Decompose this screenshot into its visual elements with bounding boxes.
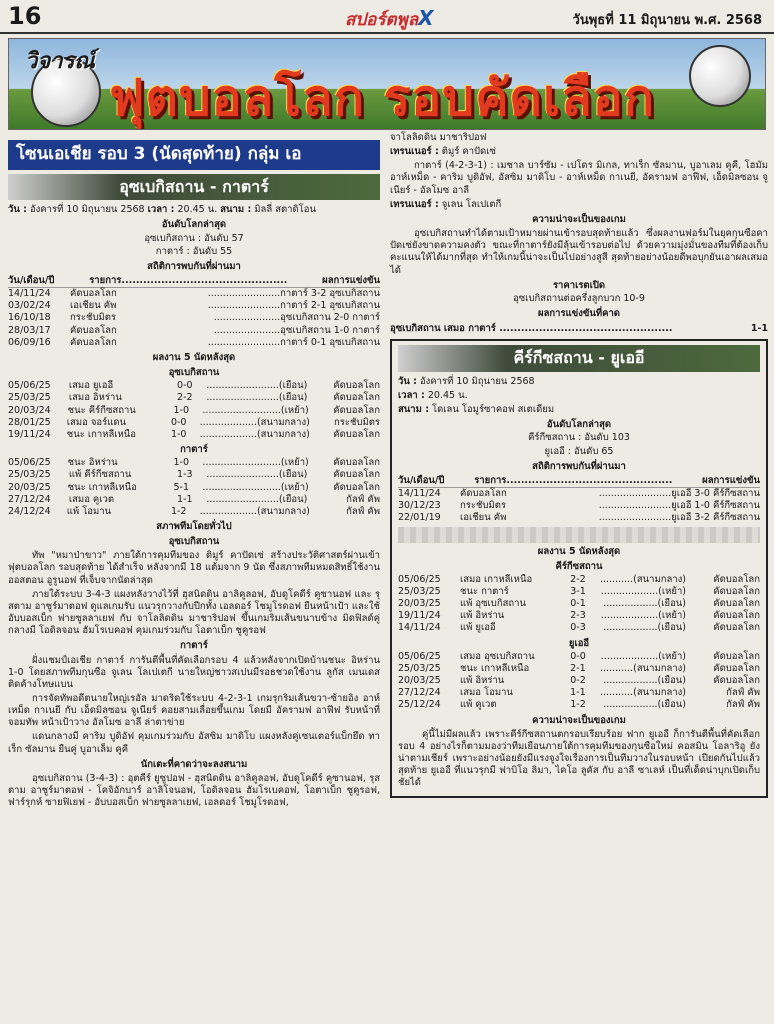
row-result: เสมอ โอมาน [459,687,513,699]
row-result: แพ้ คีร์กีซสถาน [68,469,132,481]
venue-value: มิลลี่ สตาดิโอน [251,204,316,216]
form-heading: ผลงาน 5 นัดหลังสุด [537,545,621,557]
issue-date: วันพุธที่ 11 มิถุนายน พ.ศ. 2568 [572,13,762,28]
venue-value: โดเลน โอมูร์ซาคอฟ สเตเดียม [429,404,555,416]
row-comp: คัดบอลโลก [333,457,380,469]
analysis-paragraph: ภายใต้ระบบ 3-4-3 แผงหลังวางไว้ที่ ฮุสนิดดิน อาลิคูลอฟ, อับดูโคดีร์ คูซานอฟ และ รุสตาม อาชูร์มาตอฟ ดูแลเกมรับ แนวรุกวางกับปีกทั้ง เอลดอร์ โชมูโรดอฟ ยืนหน้าเป้า และใช้ อับบอสเบ็ก ฟายซูลลาเยฟ กับ จาโลลิดดิน มาชาริปอฟ ขึ้นเกมริมเส้นขนาบข้าง มิดฟิลด์คู่กลางมี โอดิลจอน ฮัมโรเบคอฟ คุมเกมร่วมกับ โอตาเบ็ก ชูคูรอฟ [8,588,380,637]
row-result: ......................อุซเบกิสถาน 2-0 กาตาร์ [213,312,380,324]
h2h-heading: สถิติการพบกันที่ผ่านมา [532,460,626,472]
row-comp: คัดบอลโลก [713,675,760,687]
row-venue: ...........(สนามกลาง) [599,662,687,674]
ranking-line: คีร์กีซสถาน : อันดับ 103 [528,432,630,444]
lineup-paragraph: อุซเบกิสถาน (3-4-3) : อุตคีร์ ยูซูปอฟ - ฮุสนิดดิน อาลิคูลอฟ, อับดูโคดีร์ คูซานอฟ, รุสตาม อาชูร์มาตอฟ - โคจิอักบาร์ อาลิโจนอฟ, โอดิลจอน ฮัมโรเบคอฟ, โอตาเบ็ก ชูคูรอฟ, ฟาร์รุกห์ ซายฟิเยฟ - อับบอสเบ็ก ฟายซูลลาเยฟ, เอลดอร์ โชมูโรดอฟ, [8,772,380,809]
row-result: แพ้ อุซเบกิสถาน [460,598,526,610]
row-date: 14/11/24 [8,288,51,300]
row-date: 16/10/18 [8,312,51,324]
row-date: 20/03/25 [8,481,51,493]
row-venue: ..........................(เหย้า) [202,457,309,469]
ranking-heading: อันดับโลกล่าสุด [161,219,227,231]
row-date: 19/11/24 [398,610,441,622]
banner-kicker: วิจารณ์ [25,49,95,74]
row-venue: ..................(เยือน) [603,598,686,610]
row-comp: กระชับมิตร [70,312,116,324]
row-score: 1-3 [177,469,193,481]
group-title: โซนเอเชีย รอบ 3 (นัดสุดท้าย) กลุ่ม เอ [8,140,380,170]
row-result: เสมอ คูเวต [68,493,115,505]
row-result: เสมอ เกาหลีเหนือ [459,573,533,585]
row-date: 03/02/24 [8,300,51,312]
team-heading: ยูเออี [568,637,590,649]
prediction-score: 1-1 [750,323,768,335]
row-venue: ..................(เยือน) [603,622,686,634]
row-venue: ........................(เยือน) [206,392,308,404]
row-comp: คัดบอลโลก [333,392,380,404]
row-venue: ........................(เยือน) [206,469,308,481]
row-result: ........................กาตาร์ 0-1 อุซเบกิสถาน [207,336,380,348]
table-row [398,610,760,622]
table-row [398,675,760,687]
row-venue: ...................(เหย้า) [600,586,686,597]
coach-label: เทรนเนอร์ : [390,146,439,158]
table-row [8,429,380,441]
prediction-line [390,323,768,335]
row-date: 06/09/16 [8,336,51,348]
match-box [390,339,768,797]
row-date: 19/11/24 [8,428,51,440]
left-column [8,140,380,811]
ranking-line: ยูเออี : อันดับ 65 [544,445,614,457]
team-status-heading: สภาพทีมโดยทั่วไป [156,520,232,532]
match-date [398,376,760,388]
row-comp: คัดบอลโลก [333,404,380,416]
lineup-heading: นักเตะที่คาดว่าจะลงสนาม [140,758,248,770]
col-comp: รายการ.............................................. [474,474,673,486]
row-date: 20/03/25 [398,598,441,610]
row-score: 1-0 [170,428,187,440]
row-comp: คัดบอลโลก [713,662,760,674]
outlook-paragraph: อุซเบกิสถานทำได้ตามเป้าหมายผ่านเข้ารอบสุดท้ายแล้ว ซึ่งผลงานฟอร์มในยุคกุนซือคาปัดเซ่ยังขาดความคงตัว ขณะที่กาตาร์ยังมีลุ้นเข้ารอบต่อไป ด้วยความมุ่งมั่นของทีมที่ต้องเก็บคะแนนให้ได้มากที่สุด ทำให้เกมนี้น่าจะเป็นไปอย่างสูสี สุดท้ายอย่างน้อยดีพอบุกยันเอาผลเสมอได้ [390,228,768,276]
row-comp: คัดบอลโลก [713,650,760,662]
outlook-heading: ความน่าจะเป็นของเกม [532,714,626,726]
outlook-heading: ความน่าจะเป็นของเกม [532,213,626,225]
football-icon [689,45,751,107]
row-result: แพ้ คูเวต [460,699,497,711]
row-date: 05/06/25 [398,573,441,585]
row-score: 2-2 [177,392,193,404]
row-result: ชนะ เกาหลีเหนือ [459,662,530,674]
odds-value: อุซเบกิสถานต่อครึ่งลูกบวก 10-9 [513,292,645,304]
table-row [398,598,760,610]
table-row [8,380,380,392]
row-result: แพ้ ยูเออี [460,622,496,634]
row-score: 1-1 [570,687,586,699]
table-row [398,687,760,699]
row-comp: คัดบอลโลก [70,324,117,336]
row-comp: กัลฟ์ คัพ [346,505,380,517]
row-score: 3-1 [570,586,586,597]
row-score: 2-3 [570,610,586,622]
row-date: 28/03/17 [8,324,51,336]
section-banner [8,38,766,130]
row-venue: ...................(เหย้า) [600,610,686,622]
table-row [398,663,760,675]
row-date: 25/03/25 [398,586,441,597]
row-date: 25/03/25 [398,662,441,674]
col-result: ผลการแข่งขัน [322,275,380,286]
row-venue: ..................(เยือน) [603,675,686,687]
row-date: 05/06/25 [8,380,51,392]
coach-line [390,199,768,211]
row-comp: เอเชียน คัพ [70,300,117,312]
logo-x: X [418,6,434,30]
row-score: 5-1 [173,481,190,493]
match-info [8,204,380,216]
row-date: 14/11/24 [398,622,441,634]
row-result: เสมอ จอร์แดน [66,416,126,428]
team-heading: กาตาร์ [180,640,208,652]
row-comp: คัดบอลโลก [333,380,380,392]
match-venue [398,404,760,416]
row-score: 2-1 [570,662,586,674]
ranking-line: อุซเบกิสถาน : อันดับ 57 [144,232,244,244]
row-comp: คัดบอลโลก [70,336,117,348]
form-table [398,651,760,712]
row-date: 22/01/19 [398,512,441,524]
time-label: เวลา : [398,389,425,401]
row-date: 14/11/24 [398,488,441,500]
row-score: 1-2 [570,699,586,711]
row-score: 2-2 [570,573,586,585]
team-heading: อุซเบกิสถาน [168,367,220,379]
logo-text: สปอร์ตพูล [345,10,419,30]
row-date: 05/06/25 [398,650,441,662]
row-venue: ...................(สนามกลาง) [199,505,310,517]
row-result: แพ้ อิหร่าน [460,675,505,687]
col-result: ผลการแข่งขัน [702,474,760,486]
table-row [8,337,380,349]
row-result: เสมอ อุซเบกิสถาน [460,650,535,662]
table-row [398,699,760,711]
match-title: คีร์กีซสถาน - ยูเออี [398,345,760,371]
row-score: 0-0 [570,650,586,662]
table-row [8,312,380,324]
row-result: เสมอ อิหร่าน [68,392,122,404]
prediction-heading: ผลการแข่งขันที่คาด [538,308,620,320]
form-table [8,457,380,518]
row-date: 25/12/24 [398,699,441,711]
odds-heading: ราคาเรตเปิด [552,279,606,291]
row-result: แพ้ อิหร่าน [460,610,505,622]
time-value: 20.45 น. [424,389,468,401]
row-score: 0-0 [177,380,193,392]
row-venue: ........................(เยือน) [206,380,308,392]
row-score: 1-0 [173,457,190,469]
row-score: 1-2 [170,505,187,517]
date-label: วัน : [8,204,27,216]
row-venue: ...........(สนามกลาง) [599,573,687,585]
match-time [398,390,760,402]
row-date: 05/06/25 [8,457,51,469]
table-row [398,500,760,512]
team-heading: อุซเบกิสถาน [168,536,220,548]
row-score: 0-0 [170,416,187,428]
row-score: 0-2 [570,675,586,687]
row-comp: กัลฟ์ คัพ [346,493,380,505]
right-column [390,132,768,798]
row-date: 27/12/24 [8,493,51,505]
match-title: อุซเบกิสถาน - กาตาร์ [8,174,380,200]
form-table [8,380,380,441]
row-comp: เอเชียน คัพ [460,512,507,524]
row-result: ........................ยูเออี 3-2 คีร์กีซสถาน [598,512,760,524]
date-value: อังคารที่ 10 มิถุนายน 2568 [26,204,148,216]
table-row [398,488,760,500]
time-label: เวลา : [147,204,175,216]
table-row [8,325,380,337]
table-row [8,482,380,494]
table-row [8,300,380,312]
coach-line [390,146,768,158]
row-venue: ...........(สนามกลาง) [599,687,687,699]
row-venue: ..........................(เหย้า) [202,404,309,416]
row-result: ชนะ เกาหลีเหนือ [66,428,136,440]
row-comp: คัดบอลโลก [713,573,760,585]
row-result: ........................ยูเออี 1-0 คีร์กีซสถาน [598,500,760,512]
col-date: วัน/เดือน/ปี [398,474,445,486]
row-score: 1-0 [173,404,190,416]
row-result: ชนะ คีร์กีซสถาน [67,404,136,416]
row-date: 24/12/24 [8,505,51,517]
date-value: อังคารที่ 10 มิถุนายน 2568 [416,375,535,387]
row-comp: คัดบอลโลก [333,469,380,481]
row-score: 0-3 [570,622,586,634]
prediction-leader: ................................................ [495,323,673,335]
lineup-paragraph: กาตาร์ (4-2-3-1) : เมชาล บาร์ซัม - เปโดร มิเกล, ทาเร็ก ซัลมาน, บูอาเลม คูคี, โฮมัม อาห์เหม็ด - คาริม บูดิอัฟ, อัสซิม มาดิโบ - อาห์เหม็ด กาเนยี, อัครามฟ อาฟีฟ, เอ็ดมิลซอน จูเนียร์ - อัลโมซ อาลี [390,160,768,196]
prediction-text: อุซเบกิสถาน เสมอ กาตาร์ [390,323,496,335]
row-result: ........................กาตาร์ 2-1 อุซเบกิสถาน [207,300,380,312]
row-venue: ...................(สนามกลาง) [199,416,310,428]
table-row [8,392,380,404]
coach-label: เทรนเนอร์ : [390,198,439,210]
table-row [8,405,380,417]
row-result: เสมอ ยูเออี [68,380,114,392]
row-date: 25/03/25 [8,392,51,404]
row-date: 30/12/23 [398,500,441,512]
analysis-paragraph: แดนกลางมี คาริม บูดิอัฟ คุมเกมร่วมกับ อัสซิม มาดิโบ แผงหลังคู่เซนเตอร์แบ็กยึด ทาเร็ก ซัลมาน ยืนคู่ บูอาเล็ม คูคี [8,731,380,755]
coach-name: จูเลน โลเปเตกี [438,198,502,210]
form-heading: ผลงาน 5 นัดหลังสุด [152,351,236,363]
row-result: ........................ยูเออี 3-0 คีร์กีซสถาน [598,488,760,500]
page-header [0,0,774,34]
h2h-table [8,288,380,349]
h2h-heading: สถิติการพบกันที่ผ่านมา [147,260,241,272]
outlook-paragraph: คู่นี้ไม่มีผลแล้ว เพราะคีร์กีซสถานตกรอบเรียบร้อย ฟาก ยูเออี ก็การันตีพื้นที่คัดเลือก รอบ 4 อย่างไรก็ตามมองว่าทีมเยือนภายใต้การคุมทีมของกุนซือใหม่ คอสมิน โอลาริอู ยังน่าตามเชียร์ เพราะอย่างน้อยยังมีแรงจูงใจเรื่องการเป็นทีมวางในรอบหน้า เปียดกันไปแล้วสุดท้าย ยูเออี ที่แนวรุกมี ฟาบิโอ ลิมา, ไคโอ ลูคัส กับ อาลี ซาเลห์ เป็นที่เด็ดน่าบุกเปิดเก็บชัยได้ [398,728,760,789]
col-date: วัน/เดือน/ปี [8,275,55,286]
team-heading: กาตาร์ [180,444,208,456]
row-date: 27/12/24 [398,687,441,699]
lineup-continued: จาโลลิดดิน มาชาริปอฟ [390,132,487,143]
row-venue: ..................(เยือน) [603,699,686,711]
row-result: แพ้ โอมาน [66,505,112,517]
row-comp: คัดบอลโลก [70,288,117,300]
h2h-table [398,488,760,524]
row-date: 25/03/25 [8,469,51,481]
row-comp: คัดบอลโลก [713,598,760,610]
row-score: 1-1 [177,493,193,505]
table-row [398,512,760,524]
table-row [8,494,380,506]
venue-label: สนาม : [220,204,252,216]
table-row [398,651,760,663]
row-comp: คัดบอลโลก [333,481,380,493]
row-comp: คัดบอลโลก [713,586,760,597]
table-row [8,506,380,518]
row-result: ชนะ เกาหลีเหนือ [67,481,137,493]
date-label: วัน : [398,375,417,387]
row-comp: คัดบอลโลก [333,428,380,440]
venue-label: สนาม : [398,404,429,416]
row-comp: คัดบอลโลก [713,622,760,634]
ranking-line: กาตาร์ : อันดับ 55 [155,245,233,257]
row-venue: ........................(เยือน) [206,493,308,505]
table-row [8,469,380,481]
coach-name: ติมูร์ คาปัดเซ่ [438,146,496,158]
table-row [8,417,380,429]
h2h-header [398,475,760,488]
table-row [398,622,760,634]
table-row [398,574,760,586]
row-comp: กัลฟ์ คัพ [726,699,760,711]
publication-logo [345,6,434,33]
row-date: 20/03/24 [8,404,51,416]
page-number: 16 [8,2,42,30]
analysis-paragraph: ฝั่งแชมป์เอเชีย กาตาร์ การันตีพื้นที่คัดเลือกรอบ 4 แล้วหลังจากเปิดบ้านชนะ อิหร่าน 1-0 โดยสภาพทีมกุนซือ จูเลน โลเปเตกี นายใหญ่ชาวสเปนมีรอธชวดใช้งาน ลูกัส เมนเดส ติดค้างโทษแบน [8,654,380,690]
row-venue: ...................(สนามกลาง) [199,428,310,440]
row-comp: คัดบอลโลก [460,488,507,500]
row-comp: กระชับมิตร [460,500,506,512]
ranking-heading: อันดับโลกล่าสุด [546,419,612,431]
row-result: ชนะ อิหร่าน [67,457,118,469]
h2h-header [8,275,380,288]
row-result: ........................กาตาร์ 3-2 อุซเบกิสถาน [207,288,380,300]
col-comp: รายการ.............................................. [89,275,288,286]
time-value: 20.45 น. [174,204,221,216]
image-strip [398,527,760,543]
analysis-paragraph: การจัดทัพอดีตนายใหญ่เรอัล มาดริดใช้ระบบ 4-2-3-1 เกมรุกริมเส้นขวา-ซ้ายอิง อาห์เหม็ด กาเนยี กับ เอ็ดมิลซอน จูเนียร์ คอยสามเลื่อยขึ้นเกม โดยมี อัครามฟ อาฟีฟ รับหน้าที่จอมทัพ หน้าเป้าวาง อัลโมซ อาลี ล่าตาข่าย [8,693,380,729]
row-date: 20/03/25 [398,675,441,687]
table-row [8,288,380,300]
row-comp: กระชับมิตร [334,416,380,428]
table-row [398,586,760,598]
row-venue: ...................(เหย้า) [600,650,686,662]
table-row [8,457,380,469]
row-score: 0-1 [570,598,586,610]
row-comp: กัลฟ์ คัพ [726,687,760,699]
analysis-paragraph: ทัพ "หมาป่าขาว" ภายใต้การคุมทีมของ ติมูร์ คาปัดเซ่ สร้างประวัติศาสตร์ผ่านเข้าฟุตบอลโลก รอบสุดท้าย ได้สำเร็จ หลังจากมี 18 แต้มจาก 9 นัด ซึ่งสภาพทีมหมดสิทธิ์ใช้งาน ออสตอน อูรูนอฟ ที่เจ็บจากนัดล่าสุด [8,550,380,586]
row-venue: ..........................(เหย้า) [202,481,309,493]
team-heading: คีร์กีซสถาน [555,560,603,572]
row-comp: คัดบอลโลก [713,610,760,622]
form-table [398,574,760,635]
row-result: ......................อุซเบกิสถาน 1-0 กาตาร์ [213,324,380,336]
row-date: 28/01/25 [8,416,51,428]
row-result: ชนะ กาตาร์ [460,586,509,597]
banner-title: ฟุตบอลโลก รอบคัดเลือก [109,69,656,127]
